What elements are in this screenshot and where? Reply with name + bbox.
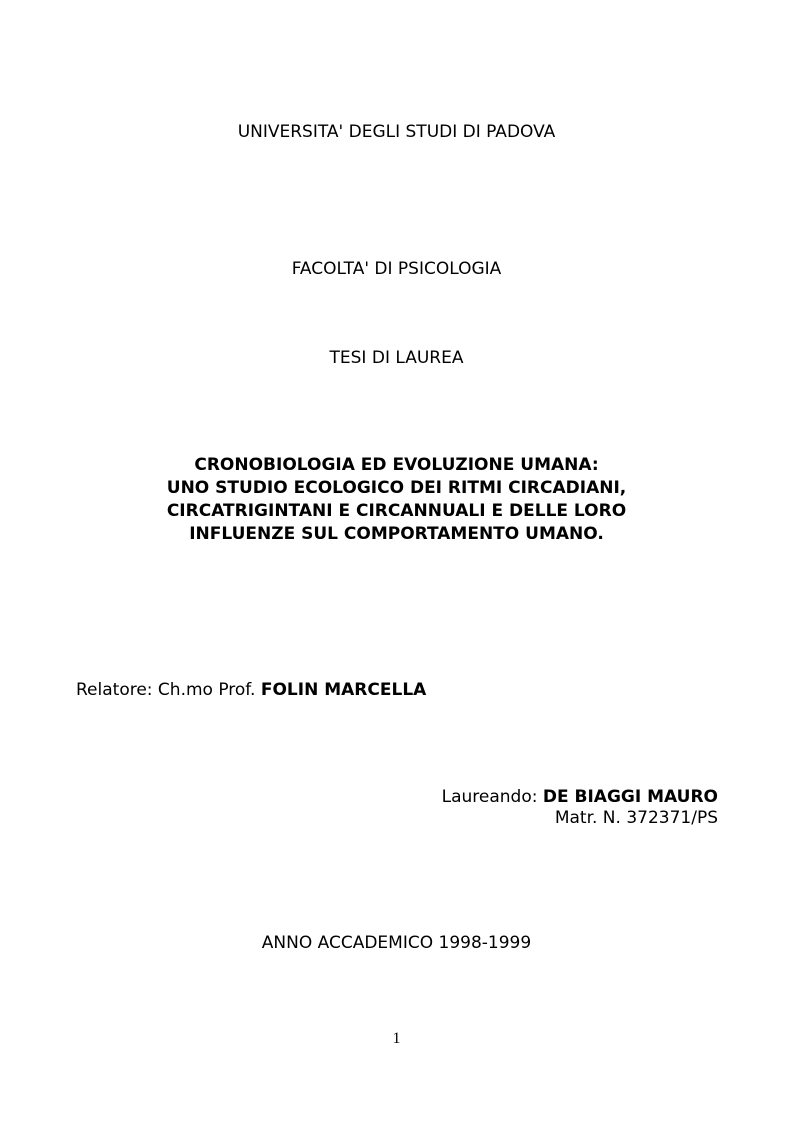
supervisor-label: Relatore: Ch.mo Prof. [76,680,261,700]
university-name: UNIVERSITA' DEGLI STUDI DI PADOVA [237,122,556,142]
thesis-type: TESI DI LAUREA [329,348,464,368]
page-number: 1 [392,1030,401,1047]
faculty-name: FACOLTA' DI PSICOLOGIA [291,259,502,279]
thesis-title [0,454,793,546]
thesis-title-line-4: INFLUENZE SUL COMPORTAMENTO UMANO. [189,524,604,544]
thesis-title-line-2: UNO STUDIO ECOLOGICO DEI RITMI CIRCADIANI, [166,478,627,498]
candidate-label: Laureando: [441,787,543,807]
supervisor-line [76,679,426,701]
matriculation-number: Matr. N. 372371/PS [554,808,718,828]
thesis-title-line-1: CRONOBIOLOGIA ED EVOLUZIONE UMANA: [194,455,599,475]
thesis-title-line-3: CIRCATRIGINTANI E CIRCANNUALI E DELLE LORO [166,501,627,521]
candidate-line [442,786,718,808]
supervisor-name: FOLIN MARCELLA [260,680,427,700]
candidate-name: DE BIAGGI MAURO [542,787,718,807]
academic-year: ANNO ACCADEMICO 1998-1999 [261,933,532,953]
